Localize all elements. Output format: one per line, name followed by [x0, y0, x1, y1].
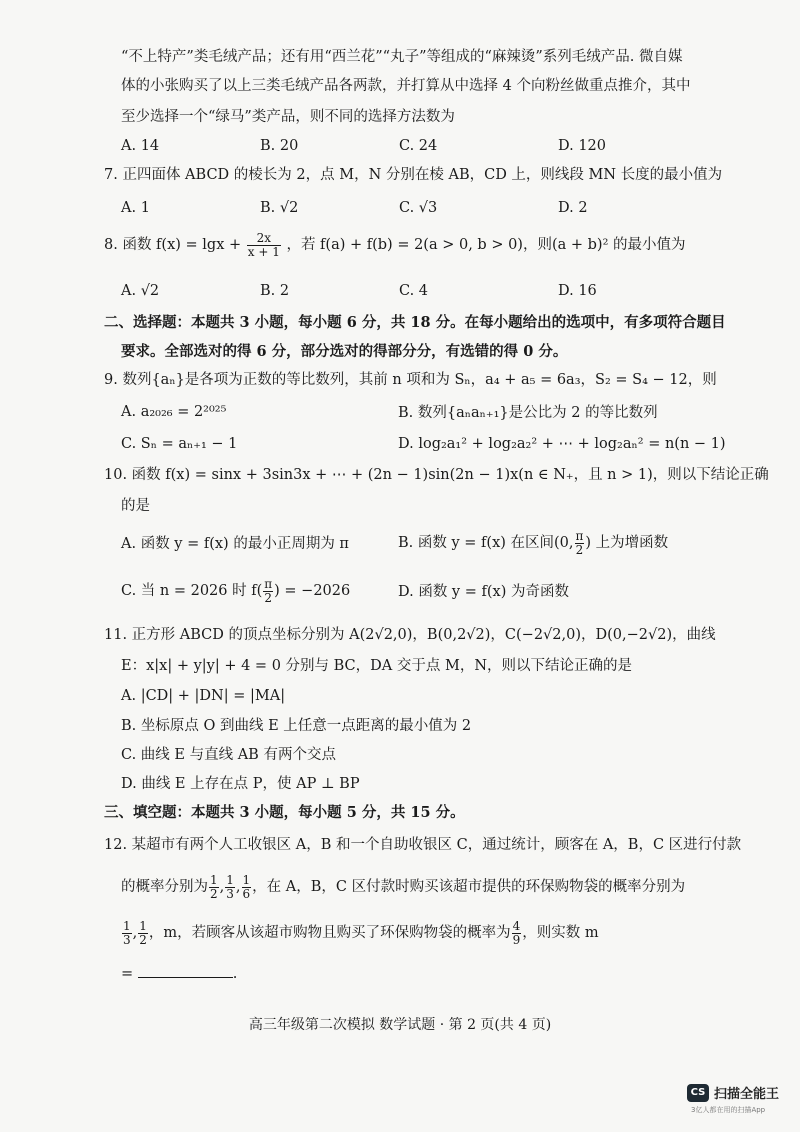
q12-fraction-4-numerator: 1 [123, 918, 131, 933]
q7-option-d: D. 2 [558, 200, 588, 216]
q12-period: . [232, 966, 238, 982]
q10-option-b [398, 528, 668, 558]
q12-fraction-5-numerator: 1 [139, 918, 147, 933]
q12-fraction-6-denominator: 9 [512, 932, 521, 947]
q8-fraction [247, 232, 281, 259]
q7-option-c: C. √3 [399, 200, 438, 216]
q8-stem-post: ，若 f(a) + f(b) = 2(a > 0, b > 0)，则(a + b)² 的最小值为 [286, 237, 686, 253]
q7-stem: 7. 正四面体 ABCD 的棱长为 2，点 M，N 分别在棱 AB，CD 上，则线段 MN 长度的最小值为 [104, 167, 723, 183]
q8-stem-pre: 8. 函数 f(x) = lgx + [104, 237, 242, 253]
q10-option-c-fraction [263, 578, 273, 605]
q6-option-b: B. 20 [260, 138, 299, 154]
q8-stem [104, 230, 686, 260]
q11-option-c: C. 曲线 E 与直线 AB 有两个交点 [121, 747, 336, 763]
q10-option-c-frac-denominator: 2 [264, 590, 273, 605]
q11-stem-line-2: E：x|x| + y|y| + 4 = 0 分别与 BC，DA 交于点 M，N，则以下结论正确的是 [121, 658, 633, 674]
q12-fraction-6-numerator: 4 [512, 918, 521, 933]
q12-fraction-6 [512, 920, 522, 947]
q10-option-b-pre: B. 函数 y = f(x) 在区间(0, [398, 535, 574, 551]
q6-line-1: “不上特产”类毛绒产品；还有用“西兰花”“丸子”等组成的“麻辣烫”系列毛绒产品. 微自媒 [121, 49, 683, 65]
q9-stem: 9. 数列{aₙ}是各项为正数的等比数列，其前 n 项和为 Sₙ，a₄ + a₅ = 6a₃，S₂ = S₄ − 12，则 [104, 372, 717, 388]
q12-fraction-5 [138, 920, 148, 947]
q12-answer-blank[interactable] [138, 963, 233, 978]
q12-fraction-3-numerator: 1 [242, 872, 251, 887]
q8-option-a: A. √2 [121, 283, 160, 299]
q12-fraction-5-denominator: 2 [139, 932, 147, 947]
q12-fraction-2 [225, 874, 235, 901]
q11-stem-line-1: 11. 正方形 ABCD 的顶点坐标分别为 A(2√2,0)，B(0,2√2)，C(−2√2,0)，D(0,−2√2)，曲线 [104, 627, 716, 643]
q9-option-a: A. a₂₀₂₆ = 2²⁰²⁵ [121, 404, 227, 420]
q12-line-2-post: ，在 A，B，C 区付款时购买该超市提供的环保购物袋的概率分别为 [252, 879, 686, 895]
q12-fraction-1 [209, 874, 219, 901]
camscanner-name: 扫描全能王 [714, 1087, 780, 1102]
q12-line-3-post: ，则实数 m [522, 925, 599, 941]
q12-line-3-mid: ，m，若顾客从该超市购物且购买了环保购物袋的概率为 [148, 925, 511, 941]
q12-stem-line-3: $\frac{1}{3}$ , $\frac{1}{2}$ ，m，若顾客从该超市购物且购买了环保购物袋的概率为 $\frac{4}{9}$ ，则实数 m [123, 918, 599, 947]
q10-stem-line-2: 的是 [121, 498, 150, 514]
q10-option-c [121, 576, 350, 606]
q10-option-b-frac-numerator: π [575, 528, 584, 543]
page-footer: 高三年级第二次模拟 数学试题 · 第 2 页(共 4 页) [248, 1017, 552, 1033]
q12-answer-line [121, 963, 237, 984]
q12-fraction-3-denominator: 6 [242, 886, 251, 901]
q8-option-d: D. 16 [558, 283, 597, 299]
q7-option-a: A. 1 [121, 200, 150, 216]
q10-option-c-pre: C. 当 n = 2026 时 f( [121, 583, 263, 599]
q12-equals: = [121, 966, 134, 982]
q9-option-d: D. log₂a₁² + log₂a₂² + ⋯ + log₂aₙ² = n(n − 1) [398, 436, 726, 452]
q9-option-b: B. 数列{aₙaₙ₊₁}是公比为 2 的等比数列 [398, 405, 658, 421]
q7-option-b: B. √2 [260, 200, 299, 216]
q10-option-c-frac-numerator: π [264, 576, 273, 591]
q6-line-3: 至少选择一个“绿马”类产品，则不同的选择方法数为 [121, 109, 455, 125]
q8-option-c: C. 4 [399, 283, 429, 299]
q10-option-b-frac-denominator: 2 [575, 542, 584, 557]
section-3-heading: 三、填空题：本题共 3 小题，每小题 5 分，共 15 分。 [104, 804, 465, 821]
q12-fraction-4 [122, 920, 132, 947]
q6-option-d: D. 120 [558, 138, 607, 154]
q12-fraction-2-numerator: 1 [226, 872, 234, 887]
q11-option-b: B. 坐标原点 O 到曲线 E 上任意一点距离的最小值为 2 [121, 718, 472, 734]
q6-line-2: 体的小张购买了以上三类毛绒产品各两款，并打算从中选择 4 个向粉丝做重点推介，其中 [121, 78, 691, 94]
camscanner-tagline: 3亿人都在用的扫描App [691, 1106, 766, 1114]
q12-fraction-2-denominator: 3 [226, 886, 234, 901]
camscanner-logo-icon: CS [687, 1084, 709, 1102]
scanner-watermark [687, 1083, 779, 1102]
q8-option-b: B. 2 [260, 283, 290, 299]
q10-option-b-fraction [575, 530, 585, 557]
q12-fraction-1-numerator: 1 [210, 872, 218, 887]
q10-option-d: D. 函数 y = f(x) 为奇函数 [398, 584, 569, 600]
q8-frac-denominator: x + 1 [247, 244, 280, 259]
q9-option-c: C. Sₙ = aₙ₊₁ − 1 [121, 436, 238, 452]
q12-stem-line-2: 的概率分别为 $\frac{1}{2}$ , $\frac{1}{3}$ , $\frac{1}{6}$ ，在 A，B，C 区付款时购买该超市提供的环保购物袋的概率分别为 [121, 872, 686, 901]
q12-fraction-4-denominator: 3 [123, 932, 131, 947]
section-2-heading-line-1: 二、选择题：本题共 3 小题，每小题 6 分，共 18 分。在每小题给出的选项中，有多项符合题目 [104, 314, 726, 331]
q11-option-a: A. |CD| + |DN| = |MA| [121, 688, 286, 704]
q6-option-c: C. 24 [399, 138, 438, 154]
q12-fraction-3 [242, 874, 252, 901]
q11-option-d: D. 曲线 E 上存在点 P，使 AP ⊥ BP [121, 776, 360, 792]
q12-fraction-1-denominator: 2 [210, 886, 218, 901]
q10-option-a: A. 函数 y = f(x) 的最小正周期为 π [121, 536, 349, 552]
q10-option-c-post: ) = −2026 [274, 583, 351, 599]
q8-frac-numerator: 2x [247, 232, 281, 246]
q6-option-a: A. 14 [121, 138, 160, 154]
section-2-heading-line-2: 要求。全部选对的得 6 分，部分选对的得部分分，有选错的得 0 分。 [121, 343, 568, 360]
q12-line-2-pre: 的概率分别为 [121, 879, 208, 895]
q10-stem-line-1: 10. 函数 f(x) = sinx + 3sin3x + ⋯ + (2n − 1)sin(2n − 1)x(n ∈ N₊，且 n > 1)，则以下结论正确 [104, 467, 769, 483]
q10-option-b-post: ) 上为增函数 [585, 535, 669, 551]
q12-stem-line-1: 12. 某超市有两个人工收银区 A，B 和一个自助收银区 C，通过统计，顾客在 A，B，C 区进行付款 [104, 837, 742, 853]
